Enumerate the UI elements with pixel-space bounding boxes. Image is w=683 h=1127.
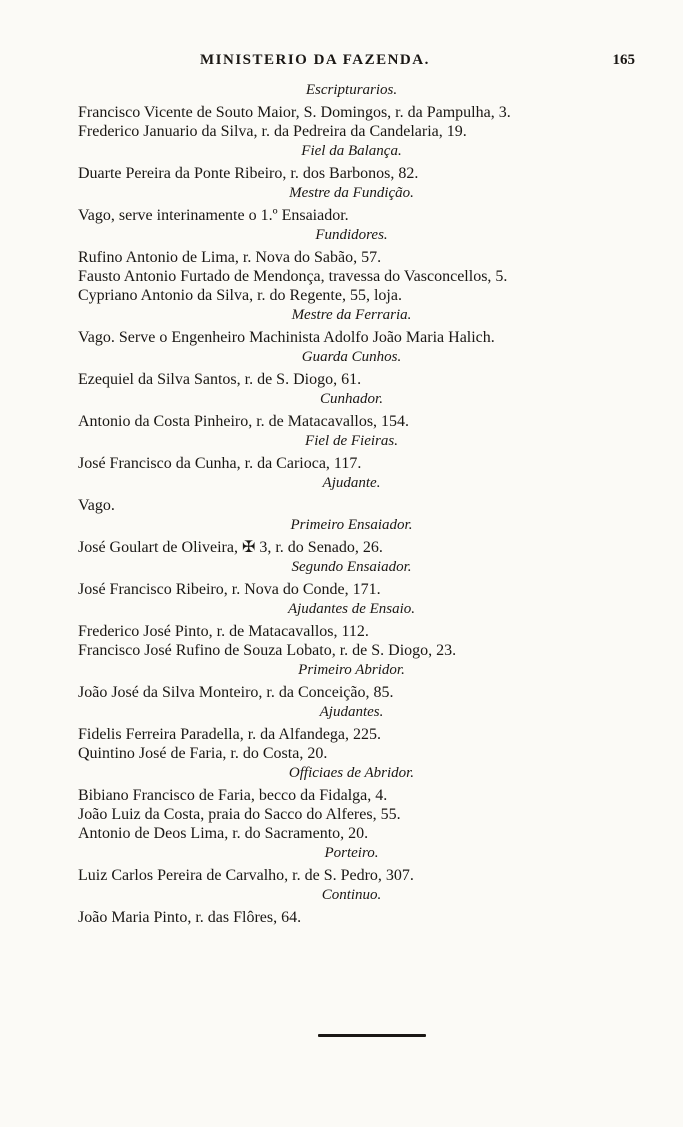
- list-item: João Luiz da Costa, praia do Sacco do Alferes, 55.: [78, 806, 401, 823]
- section-heading: Primeiro Ensaiador.: [290, 517, 413, 533]
- list-item: Vago. Serve o Engenheiro Machinista Adolfo João Maria Halich.: [78, 329, 495, 346]
- closing-rule: [318, 1034, 426, 1037]
- list-item: Duarte Pereira da Ponte Ribeiro, r. dos Barbonos, 82.: [78, 165, 419, 182]
- list-item: Fidelis Ferreira Paradella, r. da Alfandega, 225.: [78, 726, 382, 743]
- section-heading: Ajudante.: [322, 475, 381, 491]
- list-item: Luiz Carlos Pereira de Carvalho, r. de S. Pedro, 307.: [78, 867, 414, 884]
- list-item: José Francisco da Cunha, r. da Carioca, 117.: [78, 455, 362, 472]
- section-heading: Escripturarios.: [305, 82, 398, 98]
- list-item: Rufino Antonio de Lima, r. Nova do Sabão, 57.: [78, 249, 382, 266]
- section-heading: Ajudantes.: [319, 704, 384, 720]
- section-heading: Mestre da Ferraria.: [291, 307, 412, 323]
- section-heading: Primeiro Abridor.: [298, 662, 405, 678]
- document-body: [0, 80, 683, 927]
- section-heading: Mestre da Fundição.: [289, 185, 414, 201]
- list-item: Ezequiel da Silva Santos, r. de S. Diogo, 61.: [78, 371, 362, 388]
- list-item: Vago.: [78, 497, 115, 514]
- list-item: Frederico José Pinto, r. de Matacavallos, 112.: [78, 623, 369, 640]
- section-heading: Officiaes de Abridor.: [288, 765, 415, 781]
- list-item: Frederico Januario da Silva, r. da Pedreira da Candelaria, 19.: [78, 123, 467, 140]
- list-item: José Francisco Ribeiro, r. Nova do Conde, 171.: [78, 581, 381, 598]
- page-number: 165: [612, 52, 635, 68]
- running-title: MINISTERIO DA FAZENDA.: [200, 52, 430, 68]
- section-heading: Guarda Cunhos.: [301, 349, 402, 365]
- list-item: Antonio da Costa Pinheiro, r. de Matacavallos, 154.: [78, 413, 410, 430]
- list-item: Quintino José de Faria, r. do Costa, 20.: [78, 745, 328, 762]
- list-item: Antonio de Deos Lima, r. do Sacramento, 20.: [78, 825, 369, 842]
- section-heading: Cunhador.: [320, 391, 383, 407]
- list-item: Francisco Vicente de Souto Maior, S. Domingos, r. da Pampulha, 3.: [78, 104, 511, 121]
- section-heading: Segundo Ensaiador.: [291, 559, 412, 575]
- page-header: [0, 52, 683, 76]
- list-item: José Goulart de Oliveira, ✠ 3, r. do Senado, 26.: [78, 539, 383, 556]
- section-heading: Fiel da Balança.: [301, 143, 402, 159]
- list-item: João Maria Pinto, r. das Flôres, 64.: [78, 909, 302, 926]
- section-heading: Porteiro.: [324, 845, 379, 861]
- list-item: Fausto Antonio Furtado de Mendonça, travessa do Vasconcellos, 5.: [78, 268, 508, 285]
- list-item: Francisco José Rufino de Souza Lobato, r. de S. Diogo, 23.: [78, 642, 457, 659]
- section-heading: Ajudantes de Ensaio.: [287, 601, 416, 617]
- list-item: João José da Silva Monteiro, r. da Conceição, 85.: [78, 684, 394, 701]
- list-item: Vago, serve interinamente o 1.º Ensaiador.: [78, 207, 349, 224]
- section-heading: Fiel de Fieiras.: [305, 433, 398, 449]
- section-heading: Fundidores.: [315, 227, 388, 243]
- section-heading: Continuo.: [321, 887, 382, 903]
- list-item: Cypriano Antonio da Silva, r. do Regente, 55, loja.: [78, 287, 402, 304]
- list-item: Bibiano Francisco de Faria, becco da Fidalga, 4.: [78, 787, 388, 804]
